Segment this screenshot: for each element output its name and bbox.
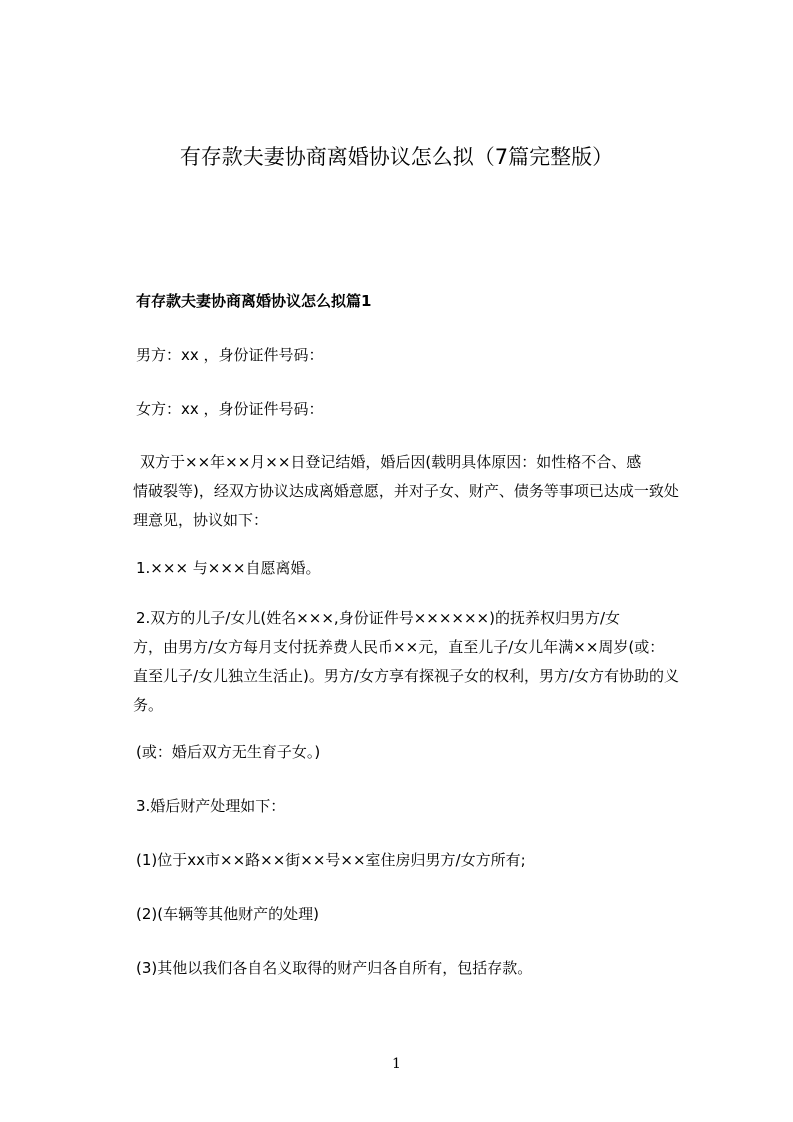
- intro-paragraph: [133, 448, 706, 535]
- intro-paragraph-line: 情破裂等)，经双方协议达成离婚意愿，并对子女、财产、债务等事项已达成一致处: [133, 482, 679, 500]
- clause-2-line: 直至儿子/女儿独立生活止)。男方/女方享有探视子女的权利，男方/女方有协助的义: [133, 667, 680, 685]
- female-party-line: 女方：xx ，身份证件号码：: [136, 400, 324, 418]
- section-heading: 有存款夫妻协商离婚协议怎么拟篇1: [136, 292, 372, 310]
- clause-2-line: 方，由男方/女方每月支付抚养费人民币××元，直至儿子/女儿年满××周岁(或：: [133, 638, 665, 656]
- clause-3: 3.婚后财产处理如下：: [136, 797, 286, 815]
- clause-2-paragraph: [133, 604, 706, 720]
- clause-2-line: 2.双方的儿子/女儿(姓名×××,身份证件号××××××)的抚养权归男方/女: [136, 609, 621, 627]
- clause-3-item-2: (2)(车辆等其他财产的处理): [136, 905, 319, 923]
- clause-2-alternative: (或：婚后双方无生育子女。): [136, 743, 321, 761]
- clause-3-item-3: (3)其他以我们各自名义取得的财产归各自所有，包括存款。: [136, 959, 533, 977]
- male-party-line: 男方：xx ，身份证件号码：: [136, 346, 324, 364]
- clause-3-item-1: (1)位于xx市××路××街××号××室住房归男方/女方所有;: [136, 851, 526, 869]
- document-title: 有存款夫妻协商离婚协议怎么拟（7篇完整版）: [179, 145, 614, 169]
- intro-paragraph-line: 双方于××年××月××日登记结婚，婚后因(载明具体原因：如性格不合、感: [140, 453, 642, 471]
- page-number: 1: [392, 1056, 401, 1072]
- clause-1: 1.××× 与×××自愿离婚。: [136, 559, 321, 577]
- clause-2-line: 务。: [133, 696, 164, 714]
- intro-paragraph-line: 理意见，协议如下：: [133, 511, 269, 529]
